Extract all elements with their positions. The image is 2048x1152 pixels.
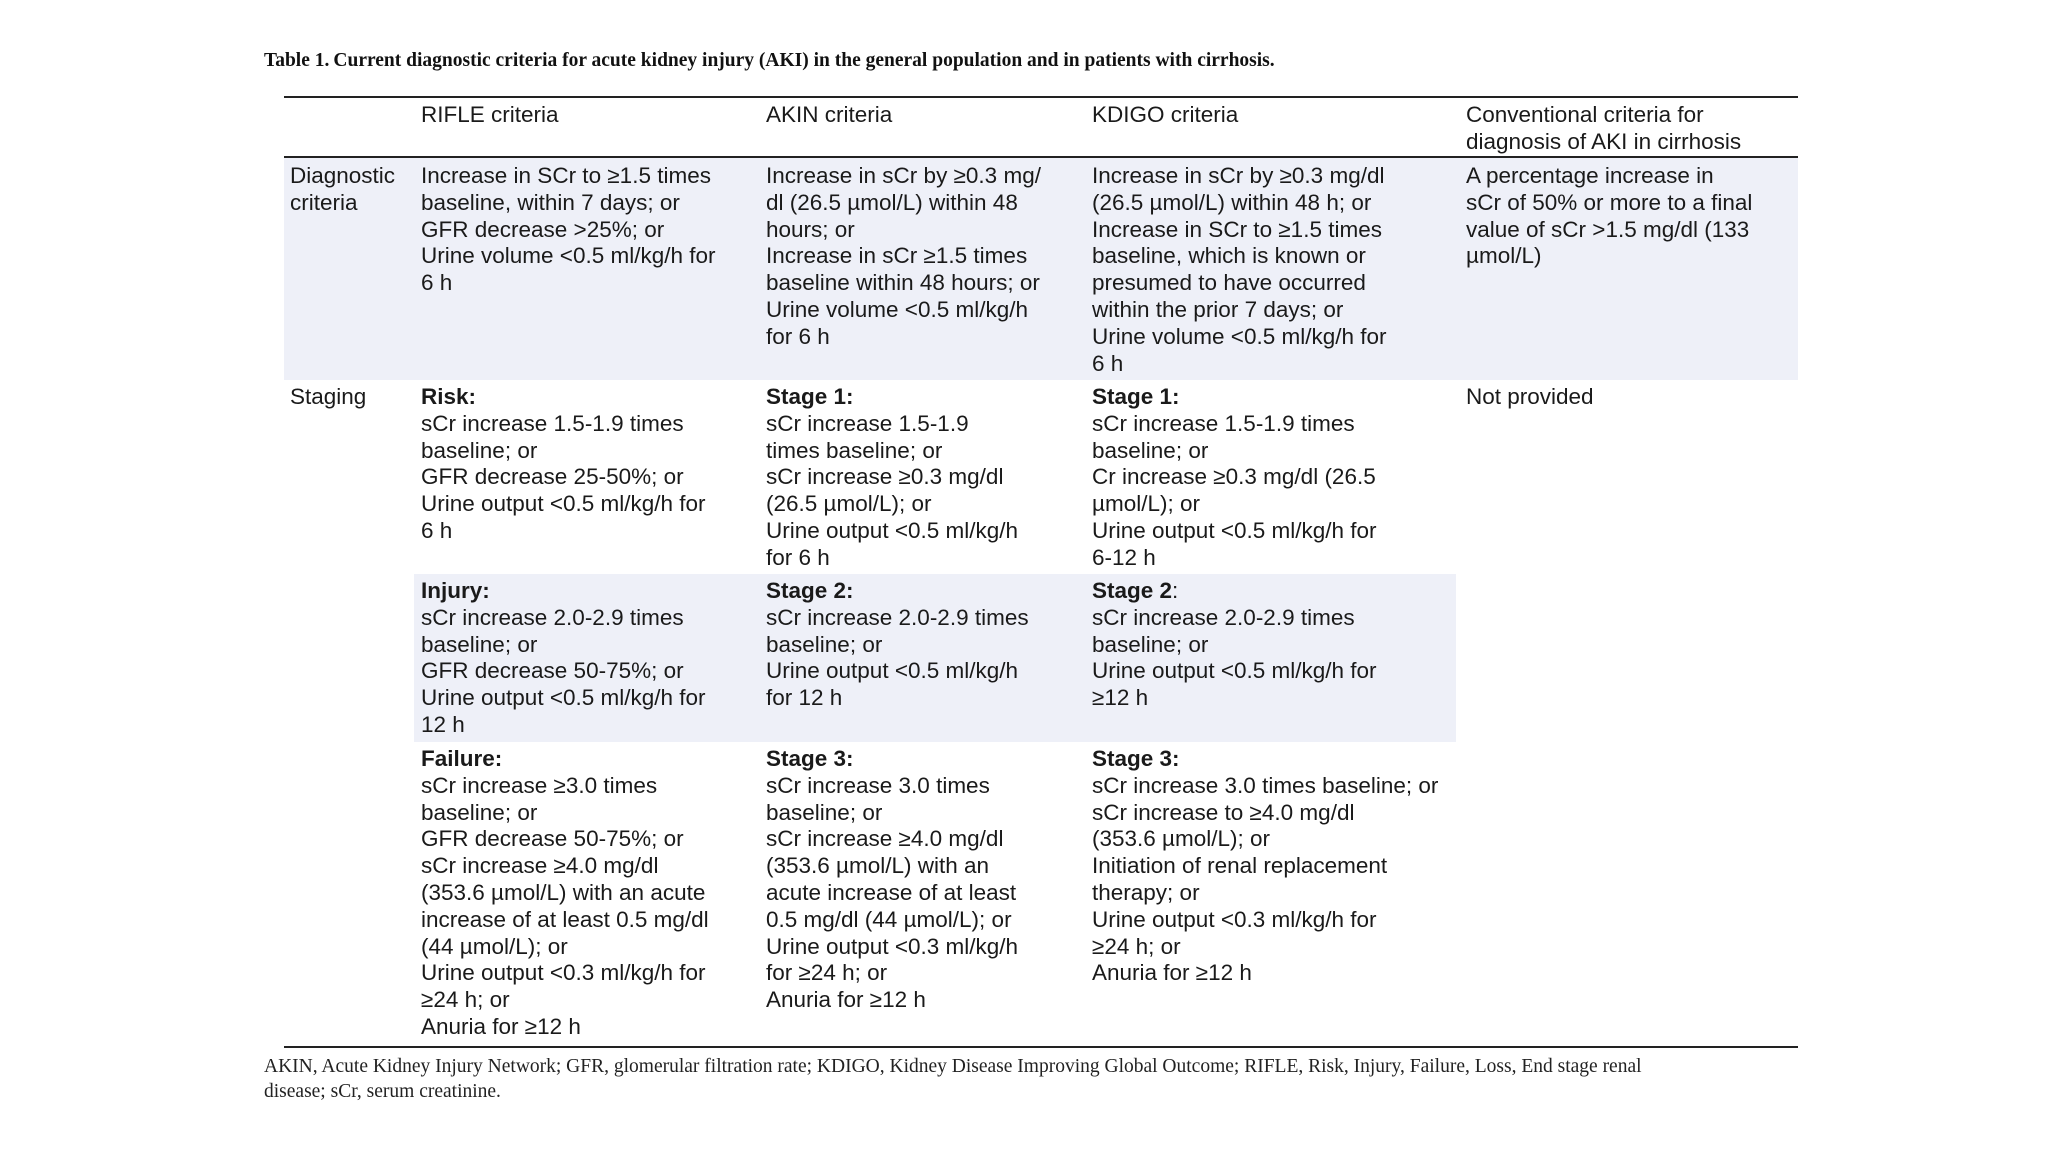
table-caption-text: Current diagnostic criteria for acute kidney injury (AKI) in the general population and in patients with cirrhosis.	[333, 50, 1275, 71]
header-kdigo: KDIGO criteria	[1092, 102, 1239, 127]
staging-risk-rifle: Risk: sCr increase 1.5-1.9 times baseline; or GFR decrease 25-50%; or Urine output <0.5 ml/kg/h for 6 h	[421, 384, 706, 543]
header-rifle: RIFLE criteria	[421, 102, 559, 127]
staging-stage2-akin: Stage 2: sCr increase 2.0-2.9 times baseline; or Urine output <0.5 ml/kg/h for 12 h	[766, 578, 1029, 711]
row-label-staging: Staging	[290, 384, 367, 409]
staging-stage1-akin: Stage 1: sCr increase 1.5-1.9 times baseline; or sCr increase ≥0.3 mg/dl (26.5 µmol/L); or Urine output <0.5 ml/kg/h for 6 h	[766, 384, 1019, 570]
diagnostic-kdigo: Increase in sCr by ≥0.3 mg/dl (26.5 µmol/L) within 48 h; or Increase in SCr to ≥1.5 times baseline, which is known or presumed to have occurred within the prior 7 days; or Urine volume <0.5 ml/kg/h for 6 h	[1092, 163, 1387, 376]
header-akin: AKIN criteria	[766, 102, 893, 127]
diagnostic-rifle: Increase in SCr to ≥1.5 times baseline, within 7 days; or GFR decrease >25%; or Urine volume <0.5 ml/kg/h for 6 h	[421, 163, 716, 296]
staging-stage3-kdigo: Stage 3: sCr increase 3.0 times baseline; or sCr increase to ≥4.0 mg/dl (353.6 µmol/L); or Initiation of renal replacement therapy; or Urine output <0.3 ml/kg/h for ≥24 h; or Anuria for ≥12 h	[1092, 746, 1439, 986]
staging-stage1-kdigo: Stage 1: sCr increase 1.5-1.9 times baseline; or Cr increase ≥0.3 mg/dl (26.5 µmol/L); or Urine output <0.5 ml/kg/h for 6-12 h	[1092, 384, 1377, 570]
staging-stage2-kdigo: Stage 2: sCr increase 2.0-2.9 times baseline; or Urine output <0.5 ml/kg/h for ≥12 h	[1092, 578, 1377, 711]
row-label-diagnostic: Diagnostic criteria	[290, 163, 396, 215]
table-top-rule	[284, 96, 1798, 98]
table-bottom-rule	[284, 1046, 1798, 1048]
staging-conventional: Not provided	[1466, 384, 1594, 409]
diagnostic-conventional: A percentage increase in sCr of 50% or more to a final value of sCr >1.5 mg/dl (133 µmol/L)	[1466, 163, 1753, 269]
table-caption	[264, 50, 1824, 72]
header-conventional: Conventional criteria for diagnosis of AKI in cirrhosis	[1466, 102, 1742, 154]
table-footnote: AKIN, Acute Kidney Injury Network; GFR, glomerular filtration rate; KDIGO, Kidney Disease Improving Global Outcome; RIFLE, Risk, Injury, Failure, Loss, End stage renal disease; sCr, serum creatinine.	[264, 1056, 1642, 1102]
staging-failure-rifle: Failure: sCr increase ≥3.0 times baseline; or GFR decrease 50-75%; or sCr increase ≥4.0 mg/dl (353.6 µmol/L) with an acute increase of at least 0.5 mg/dl (44 µmol/L); or Urine output <0.3 ml/kg/h for ≥24 h; or Anuria for ≥12 h	[421, 746, 709, 1039]
diagnostic-akin: Increase in sCr by ≥0.3 mg/ dl (26.5 µmol/L) within 48 hours; or Increase in sCr ≥1.5 times baseline within 48 hours; or Urine volume <0.5 ml/kg/h for 6 h	[766, 163, 1041, 349]
staging-injury-rifle: Injury: sCr increase 2.0-2.9 times baseline; or GFR decrease 50-75%; or Urine output <0.5 ml/kg/h for 12 h	[421, 578, 706, 737]
table-caption-label: Table 1.	[264, 50, 330, 71]
staging-stage3-akin: Stage 3: sCr increase 3.0 times baseline; or sCr increase ≥4.0 mg/dl (353.6 µmol/L) with an acute increase of at least 0.5 mg/dl (44 µmol/L); or Urine output <0.3 ml/kg/h for ≥24 h; or Anuria for ≥12 h	[766, 746, 1019, 1013]
